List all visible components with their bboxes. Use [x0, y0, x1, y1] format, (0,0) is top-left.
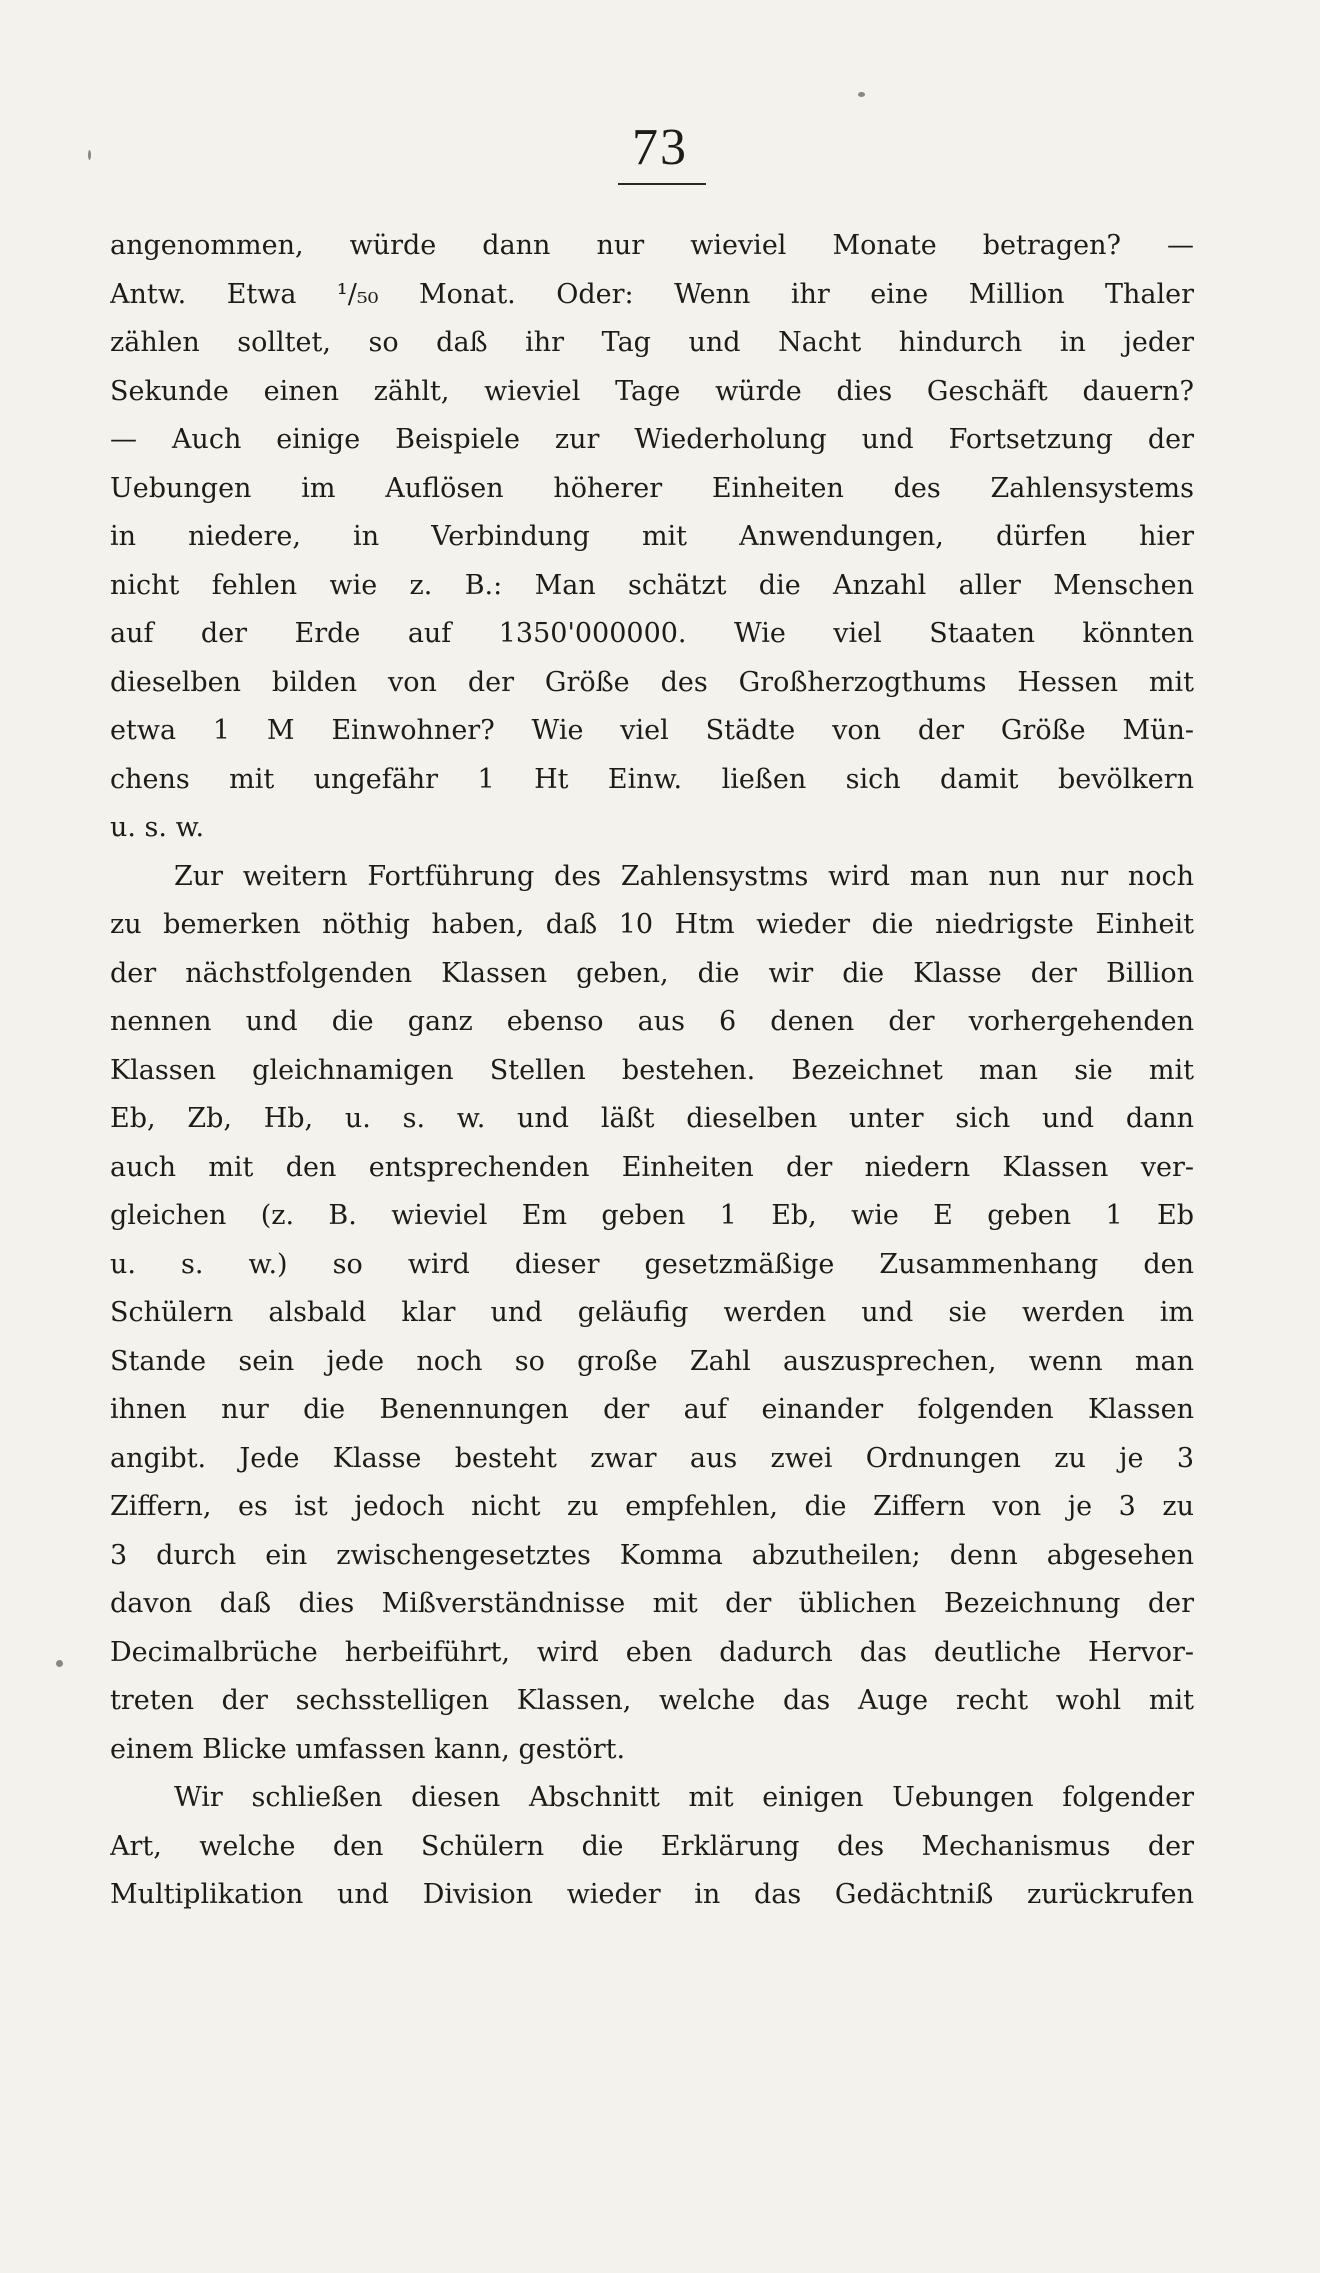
text-line: Decimalbrüche herbeiführt, wird eben dadurch das deutliche Hervor- — [110, 1636, 1194, 1668]
text-line: Antw. Etwa ¹/₅₀ Monat. Oder: Wenn ihr eine Million Thaler — [110, 278, 1194, 310]
text-line: dieselben bilden von der Größe des Großherzogthums Hessen mit — [110, 666, 1194, 698]
text-line: Wir schließen diesen Abschnitt mit einigen Uebungen folgender — [174, 1782, 1194, 1813]
text-line: nennen und die ganz ebenso aus 6 denen der vorhergehenden — [110, 1006, 1194, 1037]
text-line: zählen solltet, so daß ihr Tag und Nacht hindurch in jeder — [110, 327, 1194, 358]
text-line: Multiplikation und Division wieder in das Gedächtniß zurückrufen — [110, 1879, 1194, 1910]
body-text — [110, 222, 1194, 1920]
text-line: u. s. w.) so wird dieser gesetzmäßige Zusammenhang den — [110, 1248, 1194, 1280]
text-line: treten der sechsstelligen Klassen, welche das Auge recht wohl mit — [110, 1685, 1194, 1716]
text-line: in niedere, in Verbindung mit Anwendungen, dürfen hier — [110, 521, 1194, 552]
text-line: etwa 1 M Einwohner? Wie viel Städte von der Größe Mün- — [110, 715, 1194, 746]
paper-speck — [88, 150, 91, 160]
text-line: angenommen, würde dann nur wieviel Monate betragen? — — [110, 230, 1194, 261]
text-line: Eb, Zb, Hb, u. s. w. und läßt dieselben unter sich und dann — [110, 1103, 1194, 1134]
text-line: ihnen nur die Benennungen der auf einander folgenden Klassen — [110, 1394, 1194, 1425]
text-line: Sekunde einen zählt, wieviel Tage würde dies Geschäft dauern? — [110, 375, 1194, 407]
text-line: nicht fehlen wie z. B.: Man schätzt die Anzahl aller Menschen — [110, 569, 1194, 601]
text-line: Uebungen im Auflösen höherer Einheiten des Zahlensystems — [110, 472, 1194, 504]
text-line: einem Blicke umfassen kann, gestört. — [110, 1733, 626, 1765]
text-line: auch mit den entsprechenden Einheiten der niedern Klassen ver- — [110, 1151, 1194, 1183]
text-line: davon daß dies Mißverständnisse mit der üblichen Bezeichnung der — [110, 1588, 1194, 1619]
text-line: Art, welche den Schülern die Erklärung des Mechanismus der — [110, 1830, 1194, 1862]
text-line: Stande sein jede noch so große Zahl auszusprechen, wenn man — [110, 1345, 1194, 1377]
text-line: gleichen (z. B. wieviel Em geben 1 Eb, wie E geben 1 Eb — [110, 1200, 1194, 1231]
header-rule — [618, 183, 706, 185]
text-line: u. s. w. — [110, 812, 205, 843]
text-line: zu bemerken nöthig haben, daß 10 Htm wieder die niedrigste Einheit — [110, 909, 1194, 940]
text-line: der nächstfolgenden Klassen geben, die wir die Klasse der Billion — [110, 957, 1194, 989]
page-number: 73 — [632, 119, 688, 176]
text-line: Ziffern, es ist jedoch nicht zu empfehlen, die Ziffern von je 3 zu — [110, 1491, 1194, 1522]
paper-speck — [858, 92, 865, 97]
text-line: Schülern alsbald klar und geläufig werden und sie werden im — [110, 1297, 1194, 1328]
text-line: — Auch einige Beispiele zur Wiederholung und Fortsetzung der — [110, 424, 1194, 455]
text-line: Klassen gleichnamigen Stellen bestehen. Bezeichnet man sie mit — [110, 1054, 1194, 1086]
text-line: Zur weitern Fortführung des Zahlensystms wird man nun nur noch — [174, 860, 1194, 892]
paper-speck — [56, 1660, 63, 1667]
text-line: 3 durch ein zwischengesetztes Komma abzutheilen; denn abgesehen — [110, 1539, 1194, 1571]
text-line: chens mit ungefähr 1 Ht Einw. ließen sich damit bevölkern — [110, 763, 1194, 795]
text-line: angibt. Jede Klasse besteht zwar aus zwei Ordnungen zu je 3 — [110, 1442, 1194, 1474]
text-line: auf der Erde auf 1350'000000. Wie viel Staaten könnten — [110, 618, 1194, 649]
